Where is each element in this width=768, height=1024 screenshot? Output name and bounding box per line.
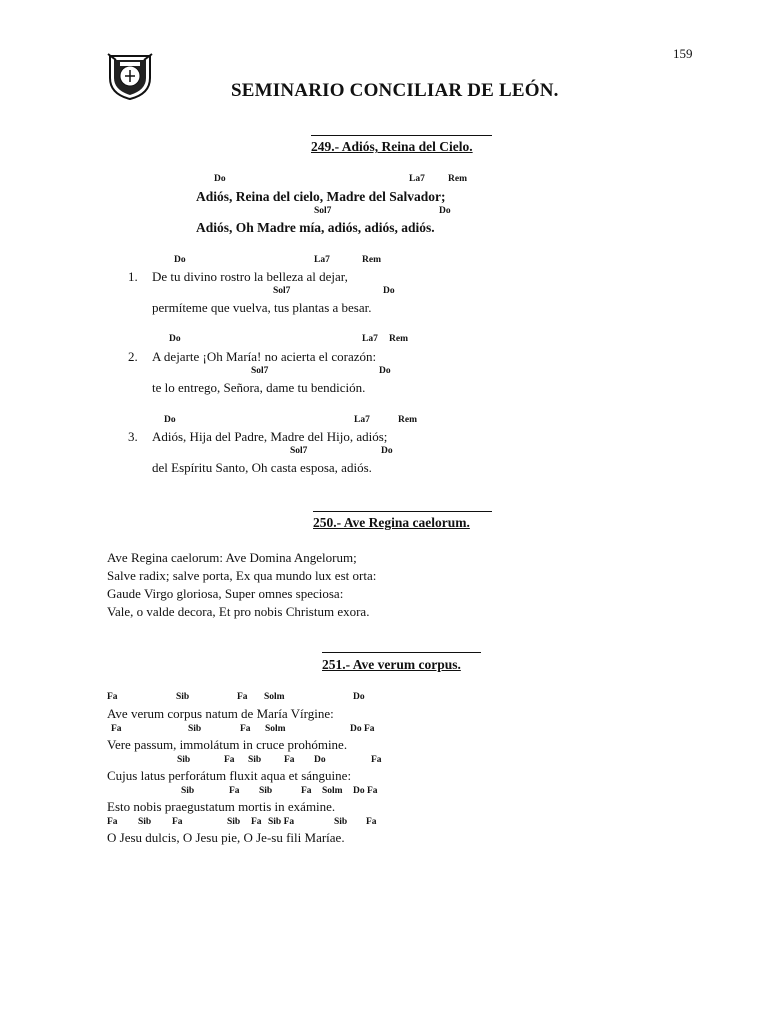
lyric-line: Ave Regina caelorum: Ave Domina Angelorum;: [107, 550, 357, 565]
chord: Fa: [111, 724, 122, 734]
chord: Sib: [188, 724, 202, 734]
chord: Sol7: [273, 286, 291, 296]
verse-line: De tu divino rostro la belleza al dejar,: [152, 269, 348, 284]
chord: Solm: [265, 724, 286, 734]
chord: Fa: [366, 817, 377, 827]
chord: Do: [381, 446, 393, 456]
chord: Fa: [237, 692, 248, 702]
lyric-line: Esto nobis praegustatum mortis in exámine.: [107, 799, 336, 814]
lyric-line: Vale, o valde decora, Et pro nobis Christum exora.: [107, 604, 370, 619]
chord: Fa: [284, 755, 295, 765]
chord: Do: [379, 366, 391, 376]
chord: Sib: [177, 755, 191, 765]
lyric-line: Cujus latus perforátum fluxit aqua et sánguine:: [107, 768, 352, 783]
chord: Do: [174, 255, 186, 265]
chord: Do Fa: [353, 786, 378, 796]
song-251-title: 251.- Ave verum corpus.: [322, 657, 461, 672]
seminary-crest-icon: [106, 50, 154, 100]
chord: La7: [409, 174, 425, 184]
song-250-title: 250.- Ave Regina caelorum.: [313, 515, 470, 530]
chord: Do: [164, 415, 176, 425]
chord: Do: [439, 206, 451, 216]
chorus-line: Adiós, Reina del cielo, Madre del Salvador;: [196, 189, 446, 204]
chord: Sib: [334, 817, 348, 827]
chord: Sib: [176, 692, 190, 702]
chord: La7: [362, 334, 378, 344]
chord: Fa: [172, 817, 183, 827]
chord: Do: [353, 692, 365, 702]
page-title: SEMINARIO CONCILIAR DE LEÓN.: [231, 80, 559, 101]
chord: Fa: [107, 692, 118, 702]
verse-line: te lo entrego, Señora, dame tu bendición.: [152, 380, 366, 395]
verse-number: 2.: [128, 349, 138, 364]
section-rule: [313, 511, 492, 512]
chord: Solm: [322, 786, 343, 796]
chord: Sol7: [314, 206, 332, 216]
chord: Fa: [301, 786, 312, 796]
song-249-title: 249.- Adiós, Reina del Cielo.: [311, 139, 473, 154]
verse-number: 3.: [128, 429, 138, 444]
page-number: 159: [673, 46, 693, 61]
chord: Fa: [371, 755, 382, 765]
lyric-line: O Jesu dulcis, O Jesu pie, O Je-su fili Maríae.: [107, 830, 345, 845]
verse-number: 1.: [128, 269, 138, 284]
chord: Do: [383, 286, 395, 296]
chord: Fa: [251, 817, 262, 827]
chord: Fa: [240, 724, 251, 734]
chord: Sib Fa: [268, 817, 295, 827]
verse-line: Adiós, Hija del Padre, Madre del Hijo, adiós;: [152, 429, 388, 444]
chord: Sib: [181, 786, 195, 796]
lyric-line: Salve radix; salve porta, Ex qua mundo lux est orta:: [107, 568, 377, 583]
verse-line: A dejarte ¡Oh María! no acierta el corazón:: [152, 349, 377, 364]
chord: Solm: [264, 692, 285, 702]
chord: La7: [314, 255, 330, 265]
section-rule: [322, 652, 481, 653]
chorus-line: Adiós, Oh Madre mía, adiós, adiós, adiós.: [196, 220, 435, 235]
chord: La7: [354, 415, 370, 425]
verse-line: permíteme que vuelva, tus plantas a besar.: [152, 300, 372, 315]
chord: Sib: [248, 755, 262, 765]
lyric-line: Vere passum, immolátum in cruce prohómine.: [107, 737, 348, 752]
chord: Rem: [398, 415, 417, 425]
chord: Do: [214, 174, 226, 184]
chord: Rem: [389, 334, 408, 344]
lyric-line: Ave verum corpus natum de María Vírgine:: [107, 706, 334, 721]
chord: Rem: [362, 255, 381, 265]
lyric-line: Gaude Virgo gloriosa, Super omnes speciosa:: [107, 586, 344, 601]
chord: Sib: [259, 786, 273, 796]
chord: Do: [314, 755, 326, 765]
chord: Sib: [138, 817, 152, 827]
chord: Sol7: [251, 366, 269, 376]
section-rule: [311, 135, 492, 136]
chord: Rem: [448, 174, 467, 184]
chord: Fa: [224, 755, 235, 765]
chord: Fa: [107, 817, 118, 827]
chord: Do: [169, 334, 181, 344]
chord: Sib: [227, 817, 241, 827]
verse-line: del Espíritu Santo, Oh casta esposa, adiós.: [152, 460, 372, 475]
chord: Do Fa: [350, 724, 375, 734]
chord: Fa: [229, 786, 240, 796]
chord: Sol7: [290, 446, 308, 456]
